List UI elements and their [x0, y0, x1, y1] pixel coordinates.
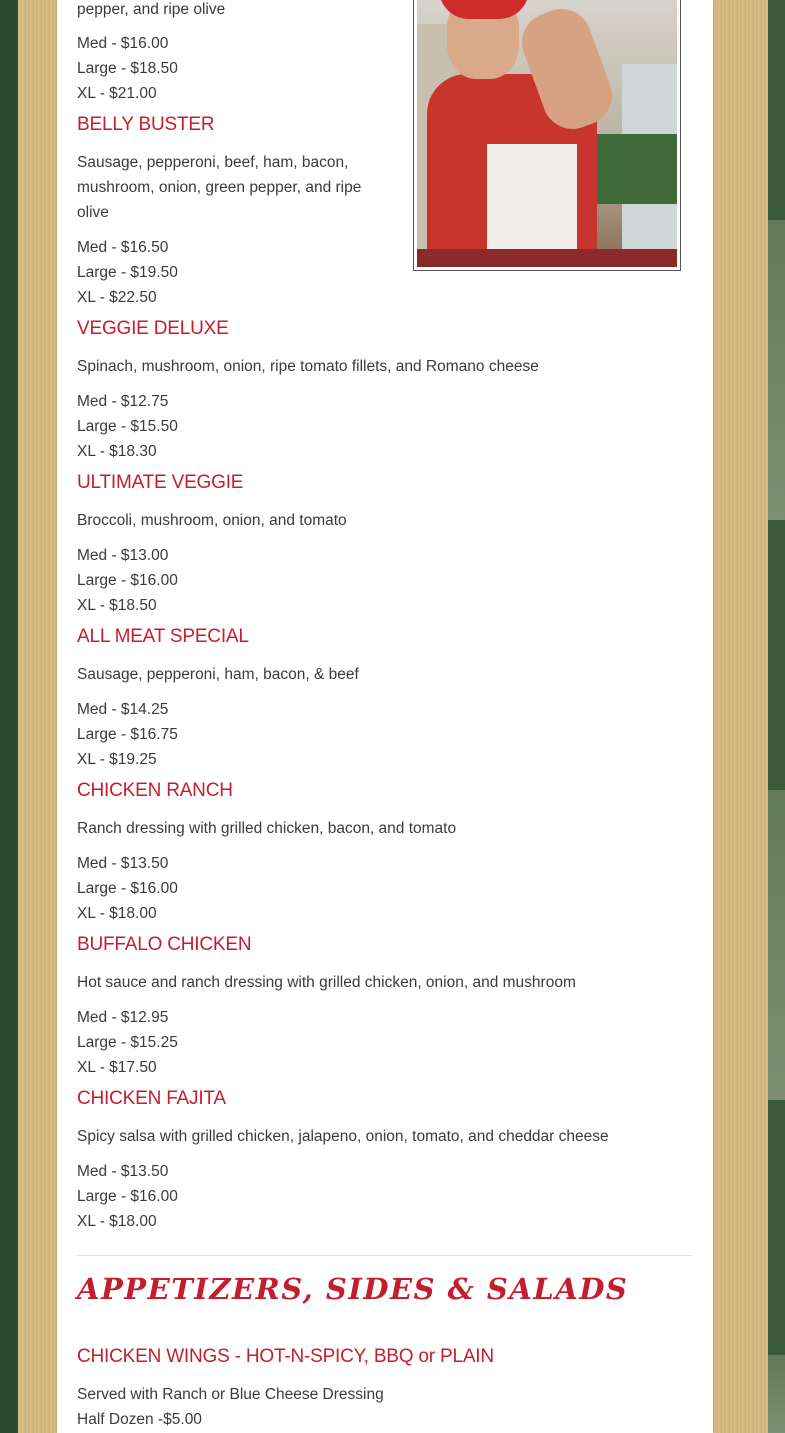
menu-item-description: Spicy salsa with grilled chicken, jalapeno, onion, tomato, and cheddar cheese [77, 1128, 609, 1145]
chef-photo-image [417, 0, 677, 267]
price-medium: Med - $13.50 [77, 1163, 169, 1180]
section-divider [77, 1255, 692, 1256]
price-medium: Med - $13.00 [77, 547, 169, 564]
price-medium: Med - $16.00 [77, 35, 169, 52]
price-xl: XL - $19.25 [77, 751, 157, 768]
menu-item-description: mushroom, onion, green pepper, and ripe [77, 179, 362, 196]
menu-item-title: BELLY BUSTER [77, 114, 215, 135]
price-xl: XL - $18.00 [77, 1213, 157, 1230]
menu-item-title: CHICKEN RANCH [77, 780, 233, 801]
price-large: Large - $18.50 [77, 60, 178, 77]
menu-item-description: Sausage, pepperoni, beef, ham, bacon, [77, 154, 349, 171]
price-xl: XL - $21.00 [77, 85, 157, 102]
menu-item-description: Ranch dressing with grilled chicken, bacon, and tomato [77, 820, 457, 837]
price-large: Large - $19.50 [77, 264, 178, 281]
price-medium: Med - $12.75 [77, 393, 169, 410]
menu-item-description: Served with Ranch or Blue Cheese Dressing [77, 1386, 384, 1403]
price-xl: XL - $22.50 [77, 289, 157, 306]
menu-item-description: Sausage, pepperoni, ham, bacon, & beef [77, 666, 359, 683]
menu-item-description: pepper, and ripe olive [77, 1, 226, 18]
price-large: Large - $16.00 [77, 572, 178, 589]
page-background-left [0, 0, 18, 1433]
menu-item-description: Hot sauce and ranch dressing with grilled chicken, onion, and mushroom [77, 974, 576, 991]
menu-item-description: Broccoli, mushroom, onion, and tomato [77, 512, 347, 529]
menu-item-title: CHICKEN FAJITA [77, 1088, 226, 1109]
menu-item-title: CHICKEN WINGS - HOT-N-SPICY, BBQ or PLAIN [77, 1346, 494, 1367]
price-half-dozen: Half Dozen -$5.00 [77, 1411, 202, 1428]
menu-item-description: olive [77, 204, 109, 221]
price-large: Large - $15.25 [77, 1034, 178, 1051]
price-large: Large - $15.50 [77, 418, 178, 435]
price-medium: Med - $13.50 [77, 855, 169, 872]
menu-item-title: ULTIMATE VEGGIE [77, 472, 244, 493]
menu-item-description: Spinach, mushroom, onion, ripe tomato fillets, and Romano cheese [77, 358, 539, 375]
price-large: Large - $16.00 [77, 1188, 178, 1205]
chef-photo [413, 0, 681, 271]
price-medium: Med - $16.50 [77, 239, 169, 256]
price-large: Large - $16.75 [77, 726, 178, 743]
price-xl: XL - $18.30 [77, 443, 157, 460]
price-xl: XL - $17.50 [77, 1059, 157, 1076]
price-xl: XL - $18.00 [77, 905, 157, 922]
price-medium: Med - $14.25 [77, 701, 169, 718]
price-large: Large - $16.00 [77, 880, 178, 897]
price-medium: Med - $12.95 [77, 1009, 169, 1026]
menu-item-title: ALL MEAT SPECIAL [77, 626, 249, 647]
menu-item-title: VEGGIE DELUXE [77, 318, 229, 339]
section-title: APPETIZERS, SIDES & SALADS [77, 1272, 629, 1306]
price-xl: XL - $18.50 [77, 597, 157, 614]
menu-item-title: BUFFALO CHICKEN [77, 934, 252, 955]
page-background-right [768, 0, 785, 1433]
